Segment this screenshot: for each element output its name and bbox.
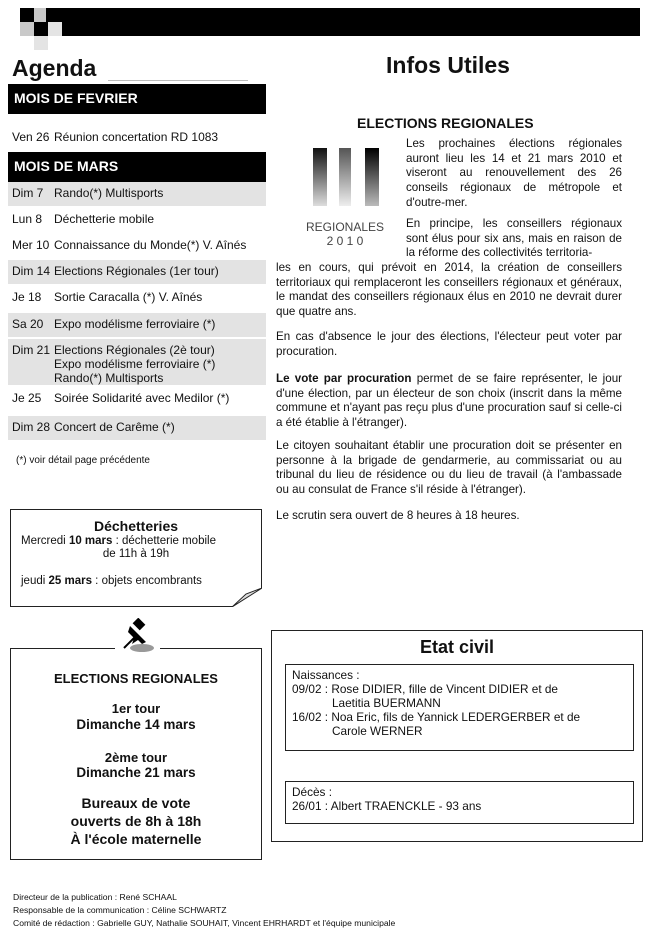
elections-box: [10, 648, 262, 860]
header-band: [60, 8, 640, 36]
page-curl-icon: [232, 588, 262, 607]
article-paragraph: [276, 372, 622, 431]
regionales-logo-graphic: [292, 138, 398, 218]
dechetteries-text: jeudi: [21, 575, 49, 587]
dechetteries-title: Déchetteries: [93, 518, 179, 534]
agenda-event: Elections Régionales (2è tour): [54, 343, 215, 357]
header-square: [20, 22, 34, 36]
naissances-label: Naissances :: [292, 668, 360, 682]
naissance-entry: Carole WERNER: [332, 724, 423, 738]
logo-word: REGIONALES: [305, 220, 385, 234]
agenda-row: [8, 182, 266, 206]
header-square: [46, 8, 60, 22]
agenda-footnote: (*) voir détail page précédente: [16, 455, 150, 466]
divider: [108, 80, 248, 81]
tour1-label: 1er tour: [111, 701, 161, 716]
naissances-box: [285, 664, 634, 751]
agenda-event: Expo modélisme ferroviaire (*): [54, 317, 216, 331]
agenda-event: Expo modélisme ferroviaire (*): [54, 357, 216, 371]
agenda-row: [8, 260, 266, 284]
tour1-date: Dimanche 14 mars: [76, 717, 196, 732]
agenda-row: [8, 234, 266, 258]
agenda-day: Je 25: [12, 391, 42, 405]
agenda-day: Dim 7: [12, 186, 44, 200]
dechetteries-line: [21, 535, 216, 547]
etat-civil-title: Etat civil: [419, 637, 495, 657]
infos-heading: Infos Utiles: [386, 52, 510, 78]
deces-label: Décès :: [292, 785, 332, 799]
agenda-day: Sa 20: [12, 317, 44, 331]
footer-line: Directeur de la publication : René SCHAAL: [13, 892, 177, 902]
article-emphasis: Le vote par procuration: [276, 372, 412, 385]
agenda-day: Dim 28: [12, 420, 51, 434]
agenda-row: [8, 208, 266, 232]
tour2-date: Dimanche 21 mars: [76, 765, 196, 780]
article-paragraph: Le citoyen souhaitant établir une procuration doit se présenter en personne à la brigade de gendarmerie, au commissariat ou au tribunal du lieu de résidence ou du lieu de travail (à l'ambassade ou au consulat de France s'il réside à l'étranger).: [276, 439, 622, 497]
agenda-event: Soirée Solidarité avec Medilor (*): [54, 391, 230, 405]
agenda-day: Dim 21: [12, 343, 51, 357]
header-square: [48, 22, 62, 36]
deces-entry: 26/01 : Albert TRAENCKLE - 93 ans: [292, 799, 482, 813]
dechetteries-date: 25 mars: [48, 575, 92, 587]
agenda-event: Rando(*) Multisports: [54, 186, 164, 200]
agenda-row: [8, 313, 266, 337]
dechetteries-text: : objets encombrants: [91, 575, 202, 587]
dechetteries-text: : déchetterie mobile: [112, 535, 216, 547]
agenda-event: Sortie Caracalla (*) V. Aînés: [54, 290, 203, 304]
header-square: [20, 8, 34, 22]
article-paragraph: les en cours, qui prévoit en 2014, la création de conseillers territoriaux qui remplaceront les conseillers régionaux et généraux, le mandat des conseillers régionaux élus en 2010 ne devrait durer que quatre ans.: [276, 261, 622, 319]
agenda-row: [8, 387, 266, 411]
agenda-event: Rando(*) Multisports: [54, 371, 164, 385]
agenda-row: [8, 286, 266, 310]
dechetteries-line: [21, 575, 202, 587]
agenda-event: Déchetterie mobile: [54, 212, 155, 226]
article-paragraph: Le scrutin sera ouvert de 8 heures à 18 heures.: [276, 509, 520, 522]
footer-line: Responsable de la communication : Céline SCHWARTZ: [13, 905, 227, 915]
article-paragraph: En cas d'absence le jour des élections, l'électeur peut voter par procuration.: [276, 330, 622, 358]
logo-year: 2 0 1 0: [326, 234, 364, 248]
deces-box: [285, 781, 634, 824]
footer-line: Comité de rédaction : Gabrielle GUY, Nathalie SOUHAIT, Vincent EHRHARDT et l'équipe municipale: [13, 918, 396, 928]
dechetteries-date: 10 mars: [68, 535, 113, 547]
agenda-event: Connaissance du Monde(*) V. Aînés: [54, 238, 247, 252]
article-title: ELECTIONS REGIONALES: [357, 115, 534, 131]
agenda-day: Je 18: [12, 290, 42, 304]
month-header-fevrier: MOIS DE FEVRIER: [8, 84, 266, 114]
naissance-entry: 16/02 : Noa Eric, fils de Yannick LEDERGERBER et de: [292, 710, 581, 724]
agenda-event: Concert de Carême (*): [54, 420, 175, 434]
agenda-day: Ven 26: [12, 130, 50, 144]
agenda-row: [8, 416, 266, 440]
dechetteries-box: [10, 509, 262, 607]
regionales-logo: [292, 138, 398, 255]
agenda-day: Dim 14: [12, 264, 51, 278]
agenda-row: [8, 339, 266, 385]
naissance-entry: Laetitia BUERMANN: [332, 696, 441, 710]
etat-civil-box: [271, 630, 643, 842]
agenda-day: Lun 8: [12, 212, 43, 226]
bureaux-line: ouverts de 8h à 18h: [70, 813, 202, 829]
article-paragraph: En principe, les conseillers régionaux sont élus pour six ans, mais en raison de la réforme des collectivités territoria-: [406, 217, 622, 260]
elections-box-title: ELECTIONS REGIONALES: [54, 671, 218, 686]
article-paragraph: Les prochaines élections régionales auront lieu les 14 et 21 mars 2010 et viseront au renouvellement des 26 conseils régionaux de métropole et d'outre-mer.: [406, 137, 622, 209]
article-text: permet de se faire représenter, le jour d'une élection, par un électeur de son choix (inscrit dans la même commune et n'ayant pas reçu plus d'une procuration sauf si celle-ci a été établie à l'étranger).: [276, 372, 623, 430]
month-header-mars: MOIS DE MARS: [8, 152, 266, 182]
agenda-day: Mer 10: [12, 238, 50, 252]
agenda-heading: Agenda: [12, 55, 97, 81]
header-square: [34, 36, 48, 50]
bureaux-line: Bureaux de vote: [81, 795, 191, 811]
naissance-entry: 09/02 : Rose DIDIER, fille de Vincent DIDIER et de: [292, 682, 558, 696]
dechetteries-text: Mercredi: [21, 535, 69, 547]
header-square: [34, 22, 48, 36]
tour2-label: 2ème tour: [104, 750, 168, 765]
bureaux-line: À l'école maternelle: [70, 831, 202, 847]
dechetteries-hours: de 11h à 19h: [102, 548, 170, 560]
agenda-row: [8, 130, 266, 144]
agenda-event: Elections Régionales (1er tour): [54, 264, 219, 278]
agenda-event: Réunion concertation RD 1083: [54, 130, 219, 144]
